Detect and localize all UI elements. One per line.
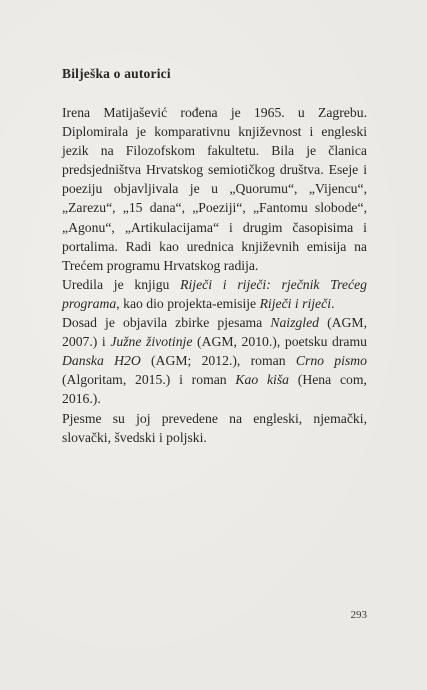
text-run: (AGM, 2010.), poetsku dramu — [192, 334, 367, 350]
text-run: Irena Matijašević rođena je 1965. u Zagrebu. Diplomirala je komparativnu književnost i engleski jezik na Filozofskom fakultetu. Bila je članica predsjedništva Hrvatskog semiotičkog društva. Eseje i poeziju objavljivala je u „Quorumu“, „Vijencu“, „Zarezu“, „15 dana“, „Poeziji“, „Fantomu slobode“, „Agonu“, „Artikulacijama“ i drugim časopisima i portalima. Radi kao urednica književnih emisija na Trećem programu Hrvatskog radija. — [62, 105, 367, 273]
paragraph-publications — [62, 313, 367, 408]
paragraph-edited-book — [62, 275, 367, 313]
italic-title: Južne životinje — [110, 334, 193, 350]
text-run: (AGM; 2012.), roman — [140, 353, 296, 369]
italic-title: Naizgled — [270, 315, 319, 331]
paragraph-translations — [62, 409, 367, 447]
italic-title: Riječi i riječi: rječnik Trećeg programa — [62, 276, 367, 311]
text-run: Uredila je knjigu — [62, 276, 181, 292]
italic-title: Kao kiša — [235, 372, 290, 388]
text-run: (Algoritam, 2015.) i roman — [62, 372, 236, 388]
section-heading: Bilješka o autorici — [62, 66, 171, 81]
italic-title: Crno pismo — [295, 353, 367, 369]
text-run: (AGM, 2007.) i — [62, 315, 367, 350]
text-run: . — [331, 295, 335, 311]
text-run: , kao dio projekta-emisije — [116, 295, 260, 311]
italic-title: Danska H2O — [62, 353, 141, 369]
italic-title: Riječi i riječi — [259, 295, 332, 311]
text-run: (Hena com, 2016.). — [62, 372, 367, 407]
text-run: Pjesme su joj prevedene na engleski, njemački, slovački, švedski i poljski. — [62, 410, 367, 445]
text-run: Dosad je objavila zbirke pjesama — [62, 315, 271, 331]
page-number: 293 — [350, 609, 367, 621]
paragraph-biography — [62, 103, 367, 275]
author-note-body — [62, 103, 367, 447]
